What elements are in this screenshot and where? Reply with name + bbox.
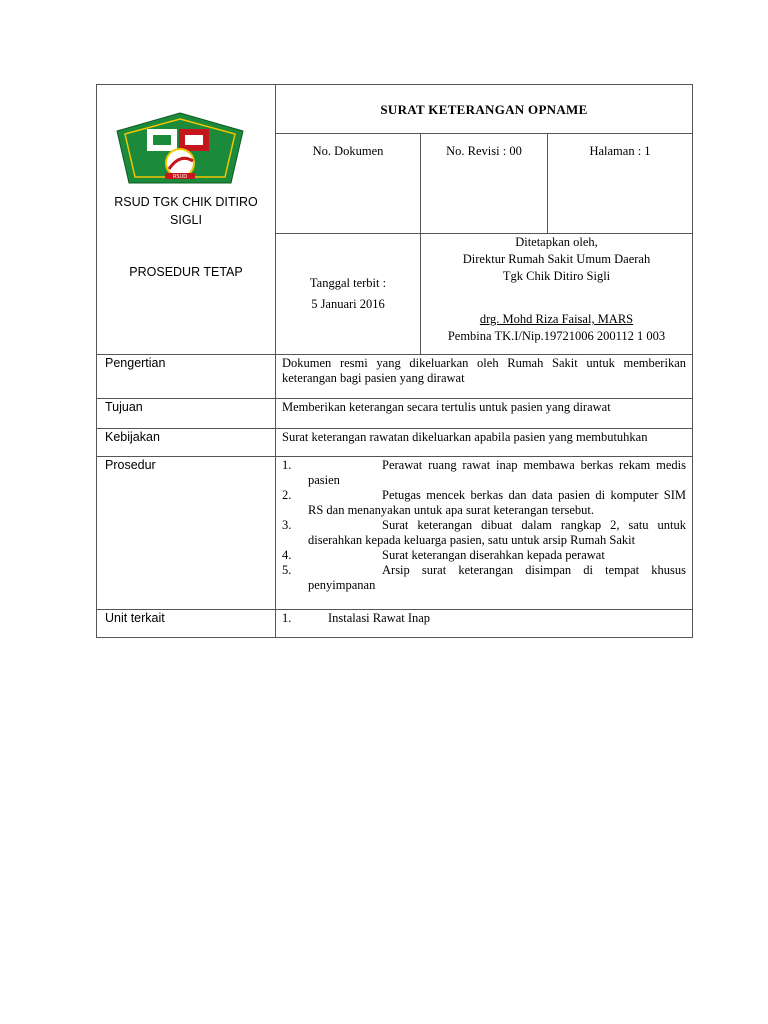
step-text: Perawat ruang rawat inap membawa berkas rekam medis pasien	[308, 458, 686, 487]
unit-number: 1.	[282, 611, 292, 625]
unit-text: Instalasi Rawat Inap	[328, 611, 431, 625]
prosedur-label: Prosedur	[97, 457, 276, 610]
list-item	[282, 548, 686, 563]
signature-cell	[421, 234, 693, 355]
step-number: 5.	[282, 563, 292, 577]
sop-document	[96, 84, 692, 638]
list-item	[282, 563, 686, 593]
ditetapkan-label: Ditetapkan oleh,	[515, 235, 598, 249]
list-item	[282, 458, 686, 488]
no-revisi-cell: No. Revisi : 00	[421, 134, 548, 234]
tanggal-value: 5 Januari 2016	[311, 297, 385, 311]
pengertian-text: Dokumen resmi yang dikeluarkan oleh Rumah Sakit untuk memberikan keterangan bagi pasien yang dirawat	[276, 355, 693, 399]
step-number: 1.	[282, 458, 292, 472]
pengertian-label: Pengertian	[97, 355, 276, 399]
halaman-cell: Halaman : 1	[548, 134, 693, 234]
hospital-name	[97, 193, 275, 229]
unit-terkait-label: Unit terkait	[97, 610, 276, 638]
step-number: 2.	[282, 488, 292, 502]
header-left-cell	[97, 85, 276, 355]
hospital-name-line2: SIGLI	[170, 213, 202, 227]
sop-table	[96, 84, 693, 638]
step-text: Arsip surat keterangan disimpan di tempat khusus penyimpanan	[308, 563, 686, 592]
step-number: 4.	[282, 548, 292, 562]
kebijakan-label: Kebijakan	[97, 429, 276, 457]
signer-nip: Pembina TK.I/Nip.19721006 200112 1 003	[447, 329, 666, 343]
direktur-title: Direktur Rumah Sakit Umum Daerah	[462, 252, 651, 266]
tujuan-label: Tujuan	[97, 399, 276, 429]
hospital-name-line1: RSUD TGK CHIK DITIRO	[114, 195, 258, 209]
tujuan-text: Memberikan keterangan secara tertulis untuk pasien yang dirawat	[276, 399, 693, 429]
prosedur-steps	[276, 457, 693, 610]
kebijakan-text: Surat keterangan rawatan dikeluarkan apabila pasien yang membutuhkan	[276, 429, 693, 457]
tanggal-terbit-cell	[276, 234, 421, 355]
unit-terkait-value	[276, 610, 693, 638]
sop-label: PROSEDUR TETAP	[129, 265, 243, 279]
step-text: Surat keterangan diserahkan kepada perawat	[382, 548, 605, 562]
list-item	[282, 518, 686, 548]
no-dokumen-cell: No. Dokumen	[276, 134, 421, 234]
tanggal-label: Tanggal terbit :	[309, 276, 387, 290]
hospital-logo-icon	[113, 111, 247, 185]
step-text: Petugas mencek berkas dan data pasien di komputer SIM RS dan menanyakan untuk apa surat keterangan tersebut.	[308, 488, 686, 517]
document-title: SURAT KETERANGAN OPNAME	[276, 85, 693, 134]
list-item	[282, 488, 686, 518]
logo-text: RSUD	[172, 174, 188, 180]
step-number: 3.	[282, 518, 292, 532]
rs-name: Tgk Chik Ditiro Sigli	[502, 269, 611, 283]
step-text: Surat keterangan dibuat dalam rangkap 2, satu untuk diserahkan kepada keluarga pasien, satu untuk arsip Rumah Sakit	[308, 518, 686, 547]
signer-name: drg. Mohd Riza Faisal, MARS	[479, 312, 634, 326]
